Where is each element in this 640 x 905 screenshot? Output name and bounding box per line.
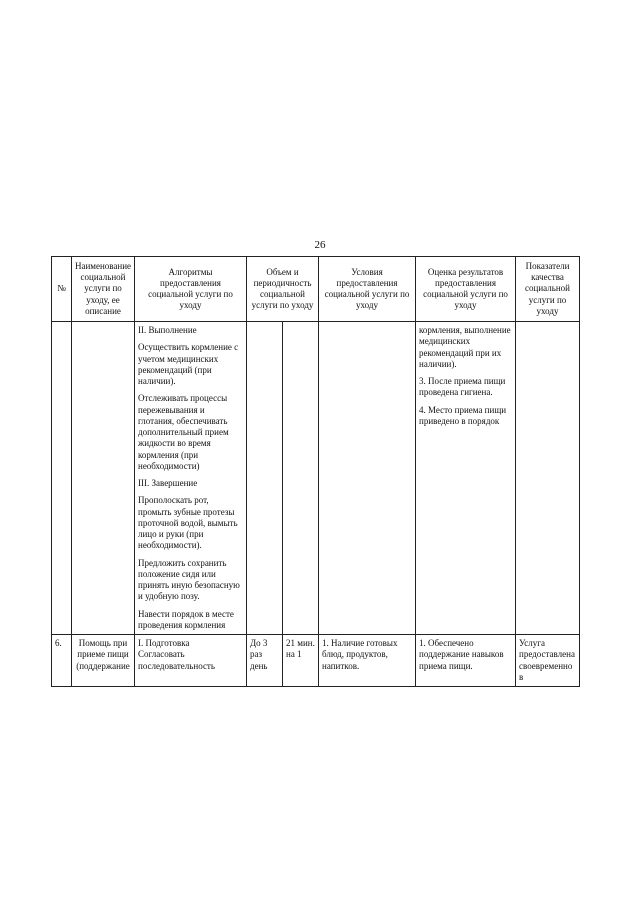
header-row [52, 257, 580, 322]
algorithm-step: Согласовать последовательность [138, 649, 215, 671]
table-row [52, 322, 580, 635]
row6-algorithm [135, 635, 247, 687]
algorithm-step: Отслеживать процессы пережевывания и глотания, обеспечивать дополнительный прием жидкости во время кормления (при необходимости) [138, 393, 229, 471]
cell-conditions [319, 322, 416, 635]
assessment-item: 3. После приема пищи проведена гигиена. [419, 376, 506, 398]
cell-num [52, 322, 72, 635]
header-quality: Показатели качества социальной услуги по уходу [516, 257, 580, 322]
header-name: Наименование социальной услуги по уходу, ее описание [72, 257, 135, 322]
row6-assessment: 1. Обеспечено поддержание навыков приема пищи. [416, 635, 516, 687]
table-row [52, 635, 580, 687]
header-volume: Объем и периодичность социальной услуги по уходу [247, 257, 319, 322]
row6-volume-b: 21 мин. на 1 [283, 635, 319, 687]
algorithm-step: III. Завершение [138, 478, 198, 488]
services-table [51, 256, 580, 687]
row6-num: 6. [52, 635, 72, 687]
cell-volume-b [283, 322, 319, 635]
header-conditions: Условия предоставления социальной услуги по уходу [319, 257, 416, 322]
algorithm-step: Осуществить кормление с учетом медицинских рекомендаций (при наличии). [138, 342, 239, 386]
algorithm-step: Прополоскать рот, промыть зубные протезы проточной водой, вымыть лицо и руки (при необходимости). [138, 495, 238, 551]
row6-conditions: 1. Наличие готовых блюд, продуктов, напитков. [319, 635, 416, 687]
assessment-item: кормления, выполнение медицинских рекомендаций при их наличии). [419, 325, 511, 369]
page-number: 26 [314, 239, 326, 251]
header-num: № [52, 257, 72, 322]
row6-name: Помощь при приеме пищи (поддержание [72, 635, 135, 687]
cell-algorithm [135, 322, 247, 635]
algorithm-step: Предложить сохранить положение сидя или принять иную безопасную и удобную позу. [138, 557, 240, 602]
algorithm-step: II. Выполнение [138, 325, 197, 335]
row6-volume-a: До 3 раз день [247, 635, 283, 687]
algorithm-step: Навести порядок в месте проведения кормления [138, 608, 234, 630]
algorithm-step: I. Подготовка [138, 638, 190, 648]
header-algorithm: Алгоритмы предоставления социальной услуги по уходу [135, 257, 247, 322]
assessment-item: 4. Место приема пищи приведено в порядок [419, 404, 507, 426]
cell-name [72, 322, 135, 635]
header-assessment: Оценка результатов предоставления социальной услуги по уходу [416, 257, 516, 322]
row6-quality: Услуга предоставлена своевременно в [516, 635, 580, 687]
cell-volume-a [247, 322, 283, 635]
cell-quality [516, 322, 580, 635]
cell-assessment [416, 322, 516, 635]
